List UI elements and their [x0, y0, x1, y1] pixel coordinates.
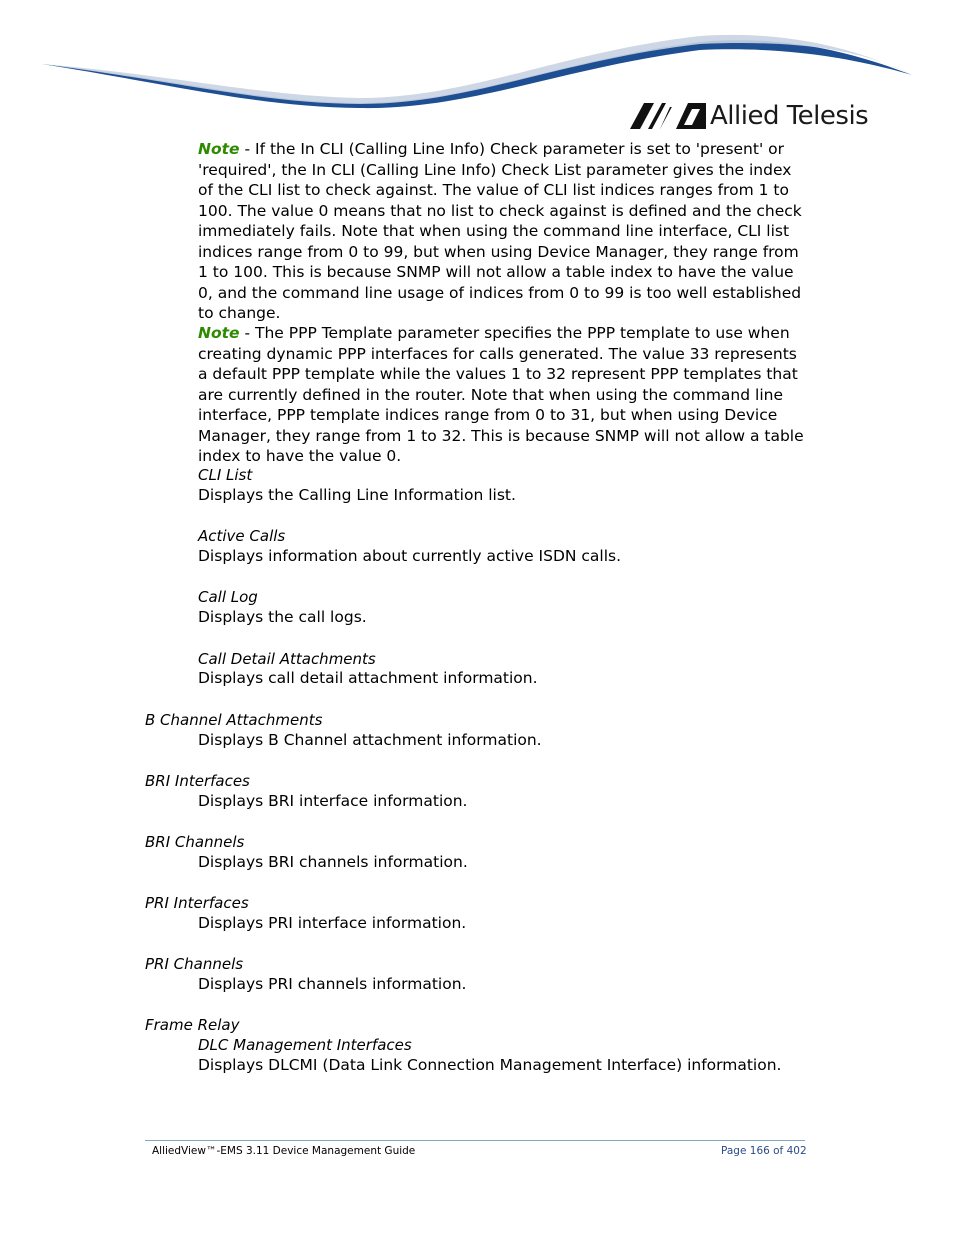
- item-description: Displays the call logs.: [198, 608, 367, 626]
- note-text: - The PPP Template parameter specifies the PPP template to use when creating dynamic PPP interfaces for calls generated. The value 33 represents a default PPP template while the values 1 to 32 represent PPP templates that are currently defined in the router. Note that when using the command line interface, PPP template indices range from 0 to 31, but when using Device Manager, they range from 1 to 32. This is because SNMP will not allow a table index to have the value 0.: [198, 324, 804, 465]
- note-label: Note: [198, 324, 240, 342]
- section-title: BRI Interfaces: [145, 772, 250, 790]
- item-title: Call Log: [198, 588, 258, 606]
- item-description: Displays PRI interface information.: [198, 914, 467, 932]
- footer-page-number: Page 166 of 402: [721, 1145, 807, 1157]
- item-title: Active Calls: [198, 527, 286, 545]
- header-swoosh-graphic: [0, 0, 954, 110]
- section-title: Frame Relay: [145, 1016, 240, 1034]
- section-title: BRI Channels: [145, 833, 245, 851]
- item-title: CLI List: [198, 466, 253, 484]
- brand-name: Allied Telesis: [710, 101, 869, 131]
- note-label: Note: [198, 140, 240, 158]
- item-description: Displays BRI interface information.: [198, 792, 468, 810]
- section-title: PRI Interfaces: [145, 894, 249, 912]
- item-description: Displays DLCMI (Data Link Connection Management Interface) information.: [198, 1056, 782, 1074]
- allied-telesis-logo: [630, 100, 868, 132]
- allied-telesis-mark-icon: [630, 103, 706, 129]
- item-description: Displays information about currently active ISDN calls.: [198, 547, 622, 565]
- item-description: Displays the Calling Line Information list.: [198, 486, 516, 504]
- item-description: Displays PRI channels information.: [198, 975, 467, 993]
- note-paragraph: [198, 139, 808, 324]
- item-description: Displays call detail attachment information.: [198, 669, 538, 687]
- footer-document-title: AlliedView™-EMS 3.11 Device Management Guide: [152, 1145, 416, 1157]
- section-title: PRI Channels: [145, 955, 244, 973]
- item-description: Displays B Channel attachment information.: [198, 731, 542, 749]
- item-title: Call Detail Attachments: [198, 650, 376, 668]
- item-title: DLC Management Interfaces: [198, 1036, 412, 1054]
- section-title: B Channel Attachments: [145, 711, 323, 729]
- footer-divider: [145, 1140, 805, 1141]
- note-paragraph: [198, 323, 808, 467]
- item-description: Displays BRI channels information.: [198, 853, 468, 871]
- note-text: - If the In CLI (Calling Line Info) Check parameter is set to 'present' or 'required', the In CLI (Calling Line Info) Check List parameter gives the index of the CLI list to check against. The value of CLI list indices ranges from 1 to 100. The value 0 means that no list to check against is defined and the check immediately fails. Note that when using the command line interface, CLI list indices range from 0 to 99, but when using Device Manager, they range from 1 to 100. This is because SNMP will not allow a table index to have the value 0, and the command line usage of indices from 0 to 99 is too well established to change.: [198, 140, 802, 322]
